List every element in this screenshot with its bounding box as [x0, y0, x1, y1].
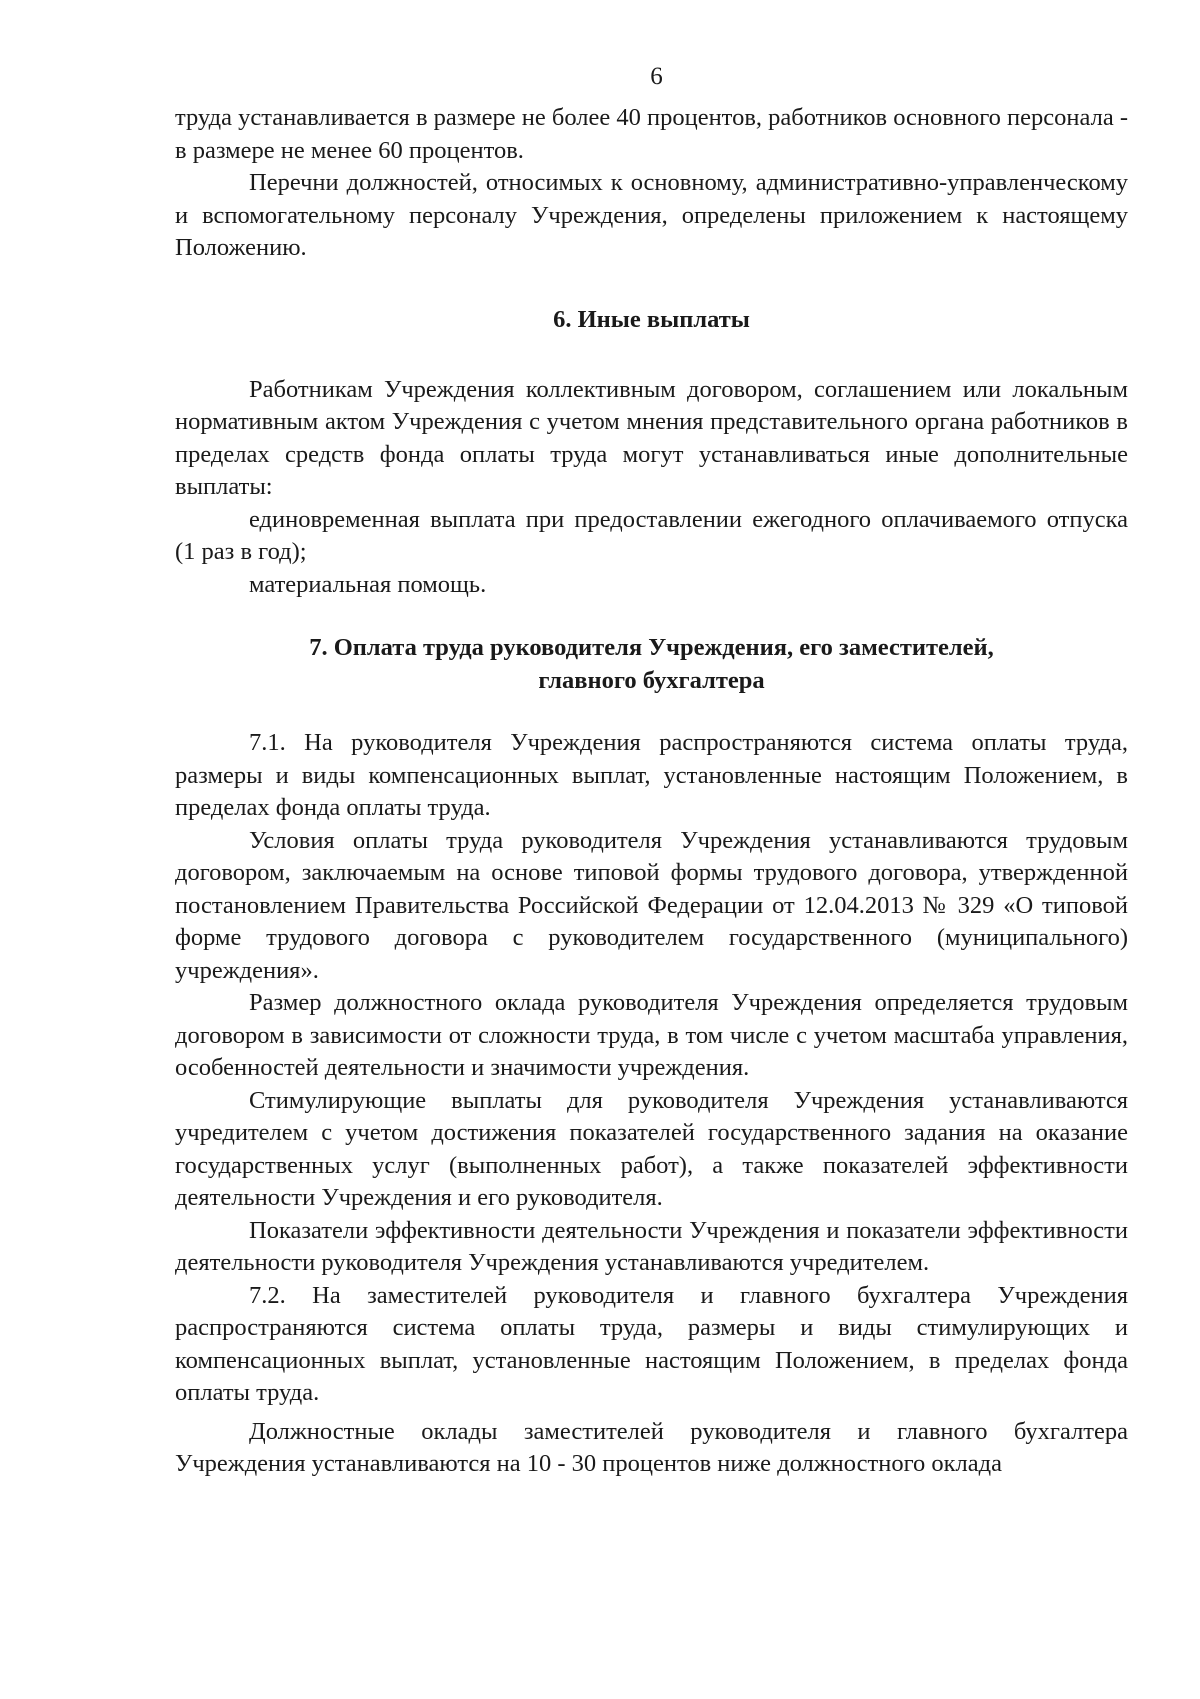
- spacer: [175, 265, 1128, 303]
- spacer: [175, 336, 1128, 374]
- section-7-paragraph-3: Размер должностного оклада руководителя Учреждения определяется трудовым договором в зависимости от сложности труда, в том числе с учетом масштаба управления, особенностей деятельности и значимости учреждения.: [175, 989, 1128, 1081]
- intro-paragraph-1: труда устанавливается в размере не более 40 процентов, работников основного персонала - в размере не менее 60 процентов.: [175, 104, 1128, 164]
- spacer: [175, 601, 1128, 631]
- section-7-paragraph-4: Стимулирующие выплаты для руководителя Учреждения устанавливаются учредителем с учетом достижения показателей государственного задания на оказание государственных услуг (выполненных работ), а также показателей эффективности деятельности Учреждения и его руководителя.: [175, 1086, 1128, 1211]
- section-7-paragraph-6: 7.2. На заместителей руководителя и главного бухгалтера Учреждения распространяются система оплаты труда, размеры и виды стимулирующих и компенсационных выплат, установленные настоящим Положением, в пределах фонда оплаты труда.: [175, 1281, 1128, 1406]
- section-7-heading-line-1: 7. Оплата труда руководителя Учреждения, его заместителей,: [309, 634, 994, 661]
- section-7-heading-line-2: главного бухгалтера: [538, 667, 765, 694]
- section-7-paragraph-1: 7.1. На руководителя Учреждения распространяются система оплаты труда, размеры и виды компенсационных выплат, установленные настоящим Положением, в пределах фонда оплаты труда.: [175, 729, 1128, 821]
- spacer: [175, 697, 1128, 727]
- page-number: 6: [650, 63, 663, 90]
- section-7-paragraph-7: Должностные оклады заместителей руководителя и главного бухгалтера Учреждения устанавливаются на 10 - 30 процентов ниже должностного оклада: [175, 1417, 1128, 1477]
- section-7-heading: [175, 631, 1128, 697]
- section-6-heading: 6. Иные выплаты: [553, 305, 750, 333]
- section-7-paragraph-5: Показатели эффективности деятельности Учреждения и показатели эффективности деятельности руководителя Учреждения устанавливаются учредителем.: [175, 1216, 1128, 1276]
- section-6-paragraph-2: единовременная выплата при предоставлении ежегодного оплачиваемого отпуска (1 раз в год);: [175, 505, 1128, 565]
- section-6-paragraph-1: Работникам Учреждения коллективным договором, соглашением или локальным нормативным актом Учреждения с учетом мнения представительного органа работников в пределах средств фонда оплаты труда могут устанавливаться иные дополнительные выплаты:: [175, 375, 1128, 500]
- intro-paragraph-2: Перечни должностей, относимых к основному, административно-управленческому и вспомогательному персоналу Учреждения, определены приложением к настоящему Положению.: [175, 169, 1128, 261]
- section-7-paragraph-2: Условия оплаты труда руководителя Учреждения устанавливаются трудовым договором, заключаемым на основе типовой формы трудового договора, утвержденной постановлением Правительства Российской Федерации от 12.04.2013 № 329 «О типовой форме трудового договора с руководителем государственного (муниципального) учреждения».: [175, 826, 1128, 984]
- section-6-paragraph-3: материальная помощь.: [249, 570, 487, 598]
